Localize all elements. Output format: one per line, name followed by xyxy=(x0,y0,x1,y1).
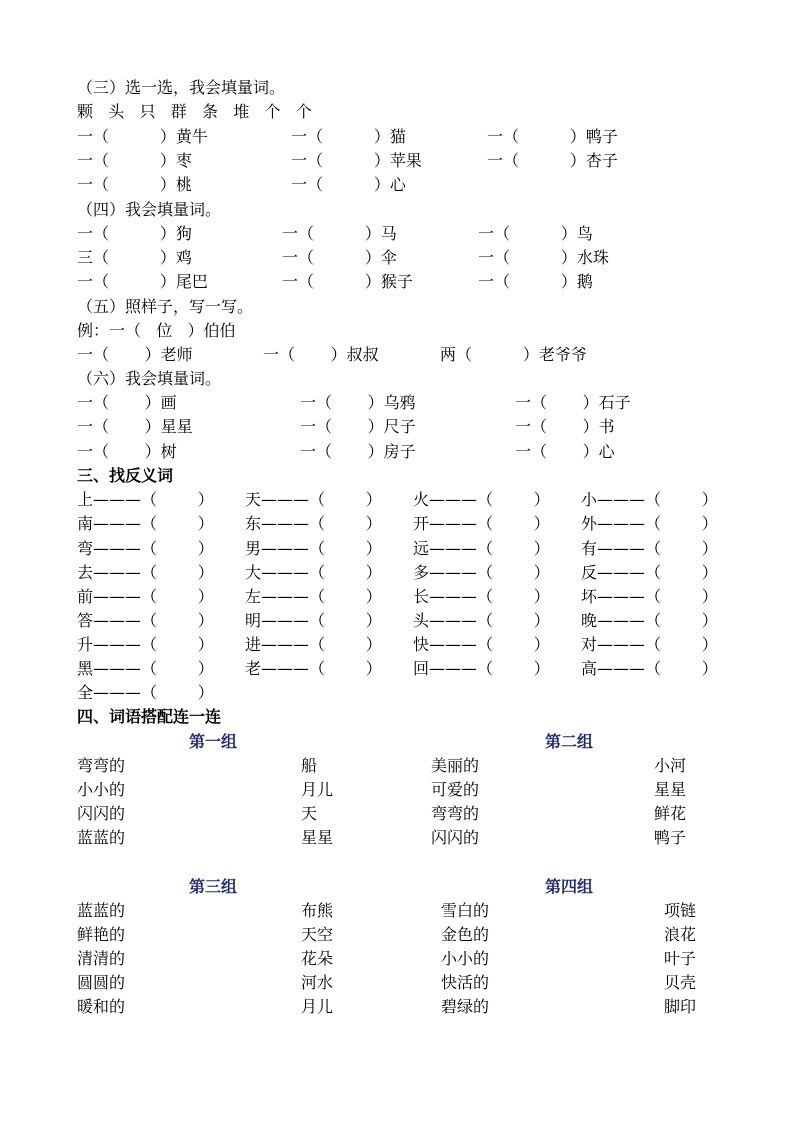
match-right-item: 船 xyxy=(301,756,318,775)
fill-item: 一（ ）画 xyxy=(77,393,177,412)
antonym-item: 坏———（ ） xyxy=(581,587,718,606)
antonym-item: 开———（ ） xyxy=(413,514,550,533)
match-left-item: 金色的 xyxy=(441,925,490,944)
antonym-item: 头———（ ） xyxy=(413,611,550,630)
fill-item: 一（ ）尾巴 xyxy=(77,272,208,291)
match-right-item: 星星 xyxy=(654,780,687,799)
antonym-item: 全———（ ） xyxy=(77,683,214,702)
section-4-title: （四）我会填量词。 xyxy=(77,200,222,219)
antonym-item: 弯———（ ） xyxy=(77,539,214,558)
antonym-item: 晚———（ ） xyxy=(581,611,718,630)
antonym-item: 黑———（ ） xyxy=(77,659,214,678)
fill-item: 三（ ）鸡 xyxy=(77,248,192,267)
antonym-item: 前———（ ） xyxy=(77,587,214,606)
group-4-title: 第四组 xyxy=(545,877,594,896)
match-left-item: 碧绿的 xyxy=(441,997,490,1016)
fill-item: 一（ ）石子 xyxy=(515,393,631,412)
antonym-item: 升———（ ） xyxy=(77,635,214,654)
match-left-item: 清清的 xyxy=(77,949,126,968)
match-right-item: 贝壳 xyxy=(664,973,697,992)
antonym-item: 有———（ ） xyxy=(581,539,718,558)
antonym-item: 对———（ ） xyxy=(581,635,718,654)
fill-item: 一（ ）鸟 xyxy=(478,224,593,243)
match-left-item: 闪闪的 xyxy=(431,828,480,847)
fill-item: 一（ ）鹅 xyxy=(478,272,593,291)
match-right-item: 浪花 xyxy=(664,925,697,944)
match-right-item: 小河 xyxy=(654,756,687,775)
fill-item: 一（ ）乌鸦 xyxy=(300,393,416,412)
matching-title: 四、词语搭配连一连 xyxy=(77,707,222,726)
match-right-item: 鲜花 xyxy=(654,804,687,823)
match-left-item: 圆圆的 xyxy=(77,973,126,992)
fill-item: 一（ ）水珠 xyxy=(478,248,609,267)
antonym-item: 长———（ ） xyxy=(413,587,550,606)
antonym-item: 天———（ ） xyxy=(245,490,382,509)
match-left-item: 可爱的 xyxy=(431,780,480,799)
match-left-item: 弯弯的 xyxy=(77,756,126,775)
antonym-item: 答———（ ） xyxy=(77,611,214,630)
group-3-title: 第三组 xyxy=(189,877,238,896)
antonym-item: 外———（ ） xyxy=(581,514,718,533)
antonym-item: 反———（ ） xyxy=(581,563,718,582)
section-5-title: （五）照样子，写一写。 xyxy=(77,297,254,316)
match-left-item: 美丽的 xyxy=(431,756,480,775)
match-left-item: 弯弯的 xyxy=(431,804,480,823)
antonym-item: 远———（ ） xyxy=(413,539,550,558)
antonym-item: 小———（ ） xyxy=(581,490,718,509)
fill-item: 一（ ）树 xyxy=(77,442,177,461)
match-left-item: 雪白的 xyxy=(441,901,490,920)
fill-item: 一（ ）狗 xyxy=(77,224,192,243)
antonyms-title: 三、找反义词 xyxy=(77,466,174,485)
match-right-item: 布熊 xyxy=(301,901,334,920)
group-1-title: 第一组 xyxy=(189,732,238,751)
fill-item: 一（ ）心 xyxy=(515,442,615,461)
match-right-item: 花朵 xyxy=(301,949,334,968)
match-left-item: 暖和的 xyxy=(77,997,126,1016)
antonym-item: 上———（ ） xyxy=(77,490,214,509)
fill-item: 一（ ）苹果 xyxy=(291,151,422,170)
antonym-item: 大———（ ） xyxy=(245,563,382,582)
match-right-item: 鸭子 xyxy=(654,828,687,847)
match-right-item: 星星 xyxy=(301,828,334,847)
antonym-item: 明———（ ） xyxy=(245,611,382,630)
match-right-item: 叶子 xyxy=(664,949,697,968)
match-right-item: 月儿 xyxy=(301,997,334,1016)
match-right-item: 脚印 xyxy=(664,997,697,1016)
section-3-title: （三）选一选，我会填量词。 xyxy=(77,78,286,97)
section-6-title: （六）我会填量词。 xyxy=(77,369,222,388)
antonym-item: 高———（ ） xyxy=(581,659,718,678)
match-left-item: 小小的 xyxy=(77,780,126,799)
group-2-title: 第二组 xyxy=(545,732,594,751)
fill-item: 一（ ）伞 xyxy=(282,248,397,267)
fill-item: 一（ ）老师 xyxy=(77,345,193,364)
fill-item: 一（ ）桃 xyxy=(77,175,192,194)
match-left-item: 小小的 xyxy=(441,949,490,968)
match-right-item: 河水 xyxy=(301,973,334,992)
antonym-item: 南———（ ） xyxy=(77,514,214,533)
fill-item: 一（ ）猫 xyxy=(291,127,406,146)
fill-item: 一（ ）叔叔 xyxy=(263,345,379,364)
match-left-item: 蓝蓝的 xyxy=(77,828,126,847)
antonym-item: 左———（ ） xyxy=(245,587,382,606)
antonym-item: 快———（ ） xyxy=(413,635,550,654)
match-left-item: 蓝蓝的 xyxy=(77,901,126,920)
antonym-item: 火———（ ） xyxy=(413,490,550,509)
match-left-item: 快活的 xyxy=(441,973,490,992)
fill-item: 一（ ）心 xyxy=(291,175,406,194)
fill-item: 一（ ）鸭子 xyxy=(487,127,618,146)
antonym-item: 回———（ ） xyxy=(413,659,550,678)
example-line: 例：一（ 位 ）伯伯 xyxy=(77,321,236,340)
antonym-item: 男———（ ） xyxy=(245,539,382,558)
match-right-item: 天空 xyxy=(301,925,334,944)
antonym-item: 去———（ ） xyxy=(77,563,214,582)
fill-item: 一（ ）书 xyxy=(515,417,615,436)
match-right-item: 月儿 xyxy=(301,780,334,799)
match-left-item: 鲜艳的 xyxy=(77,925,126,944)
fill-item: 一（ ）马 xyxy=(282,224,397,243)
fill-item: 一（ ）杏子 xyxy=(487,151,618,170)
match-right-item: 天 xyxy=(301,804,318,823)
fill-item: 一（ ）尺子 xyxy=(300,417,416,436)
match-left-item: 闪闪的 xyxy=(77,804,126,823)
antonym-item: 进———（ ） xyxy=(245,635,382,654)
fill-item: 一（ ）房子 xyxy=(300,442,416,461)
measure-word-options: 颗 头 只 群 条 堆 个 个 xyxy=(77,102,312,121)
match-right-item: 项链 xyxy=(664,901,697,920)
fill-item: 一（ ）猴子 xyxy=(282,272,413,291)
fill-item: 一（ ）枣 xyxy=(77,151,192,170)
fill-item: 一（ ）黄牛 xyxy=(77,127,208,146)
fill-item: 两（ ）老爷爷 xyxy=(440,345,587,364)
antonym-item: 老———（ ） xyxy=(245,659,382,678)
antonym-item: 东———（ ） xyxy=(245,514,382,533)
antonym-item: 多———（ ） xyxy=(413,563,550,582)
fill-item: 一（ ）星星 xyxy=(77,417,193,436)
